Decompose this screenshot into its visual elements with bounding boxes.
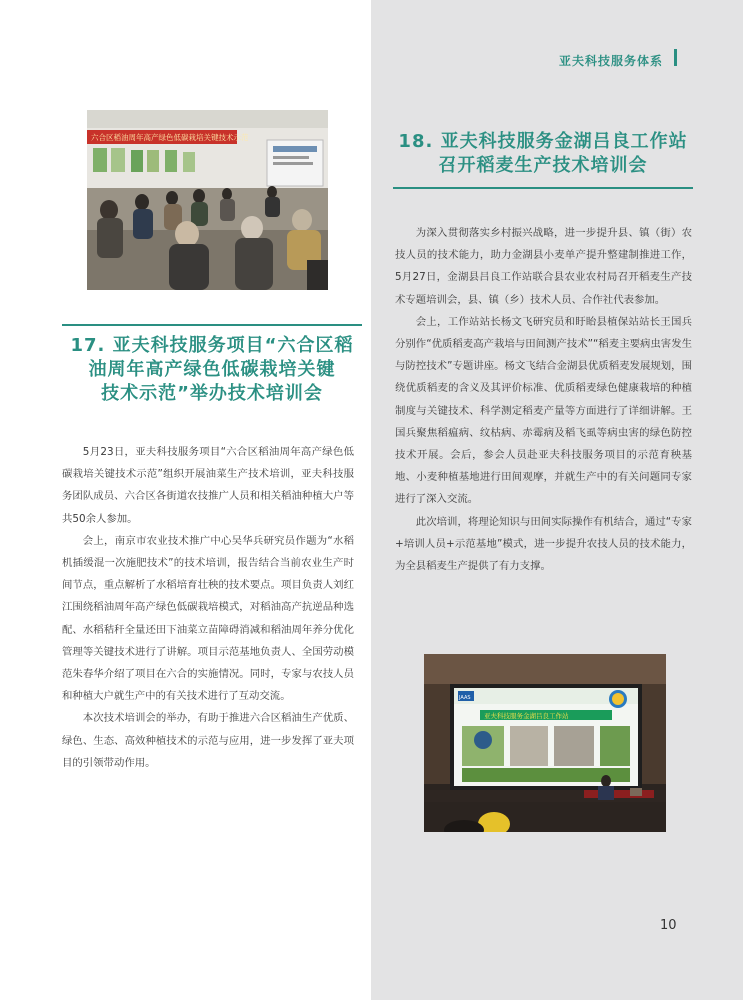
article18-title-line: 18. 亚夫科技服务金湖吕良工作站 xyxy=(398,131,688,152)
slide-title-text: 亚夫科技服务金湖吕良工作站 xyxy=(484,712,569,720)
article17-title-line: 技术示范”举办技术培训会 xyxy=(101,383,323,404)
article18-paragraph: 此次培训，将理论知识与田间实际操作有机结合，通过“专家+培训人员+示范基地”模式，进一步提升农技人员的技术能力，为全县稻麦生产提供了有力支撑。 xyxy=(395,515,692,573)
slide-logo-text: JAAS xyxy=(459,695,471,701)
article18-paragraph: 会上，工作站站长杨文飞研究员和盱眙县植保站站长王国兵分别作“优质稻麦高产栽培与田间测产技术”“稻麦主要病虫害发生与防控技术”专题讲座。杨文飞结合金湖县优质稻麦发展规划，围绕优质稻麦的含义及其评价标准、优质稻麦绿色健康栽培的种植制度与关键技术、科学测定稻麦产量等方面进行了详细讲解。王国兵聚焦稻瘟病、纹枯病、赤霉病及稻飞虱等病虫害的绿色防控技术开展。会后，参会人员赴亚夫科技服务项目的示范育秧基地、小麦种植基地进行田间观摩，并就生产中的有关问题同专家进行了深入交流。 xyxy=(395,315,692,506)
photo-banner-text: 六合区稻油周年高产绿色低碳栽培关键技术示范 xyxy=(91,133,249,142)
article18-title xyxy=(393,130,693,178)
training-photo-jinhu xyxy=(424,654,666,832)
article18-body xyxy=(395,222,692,577)
article17-body xyxy=(62,441,354,774)
page-number: 10 xyxy=(660,918,677,933)
article17-title-line: 17. 亚夫科技服务项目“六合区稻 xyxy=(70,335,354,356)
article17-title-line: 油周年高产绿色低碳栽培关键 xyxy=(88,359,336,380)
article18-title-line: 召开稻麦生产技术培训会 xyxy=(438,155,648,176)
section-header: 亚夫科技服务体系 xyxy=(558,54,663,68)
article17-paragraph: 会上，南京市农业技术推广中心吴华兵研究员作题为“水稻机插缓混一次施肥技术”的技术培训，报告结合当前农业生产时间节点，重点解析了水稻培育壮秧的技术要点。项目负责人刘红江围绕稻油周年高产绿色低碳栽培模式，对稻油高产抗逆品种选配、水稻秸秆全量还田下油菜立苗障碍消减和稻油周年养分优化管理等关键技术进行了讲解。项目示范基地负责人、全国劳动模范朱春华介绍了项目在六合的实施情况。同时，专家与农技人员和种植大户就生产中的有关技术进行了互动交流。 xyxy=(62,534,354,703)
article18-title-bottom-rule xyxy=(393,187,693,189)
article17-paragraph: 5月23日，亚夫科技服务项目“六合区稻油周年高产绿色低碳栽培关键技术示范”组织开展油菜生产技术培训，亚夫科技服务团队成员、六合区各街道农技推广人员和相关稻油种植大户等共50余人参加。 xyxy=(62,446,354,525)
article17-title xyxy=(62,334,362,406)
article17-paragraph: 本次技术培训会的举办，有助于推进六合区稻油生产优质、绿色、生态、高效种植技术的示范与应用，进一步发挥了亚夫项目的引领带动作用。 xyxy=(62,712,354,769)
training-photo-liuhe xyxy=(87,110,328,290)
section-header-bar xyxy=(674,49,677,66)
article17-title-top-rule xyxy=(62,324,362,326)
article18-paragraph: 为深入贯彻落实乡村振兴战略，进一步提升县、镇（街）农技人员的技术能力，助力金湖县小麦单产提升整建制推进工作，5月27日，金湖县吕良工作站联合县农业农村局召开稻麦生产技术专题培训会，县、镇（乡）技术人员、合作社代表参加。 xyxy=(395,227,692,306)
